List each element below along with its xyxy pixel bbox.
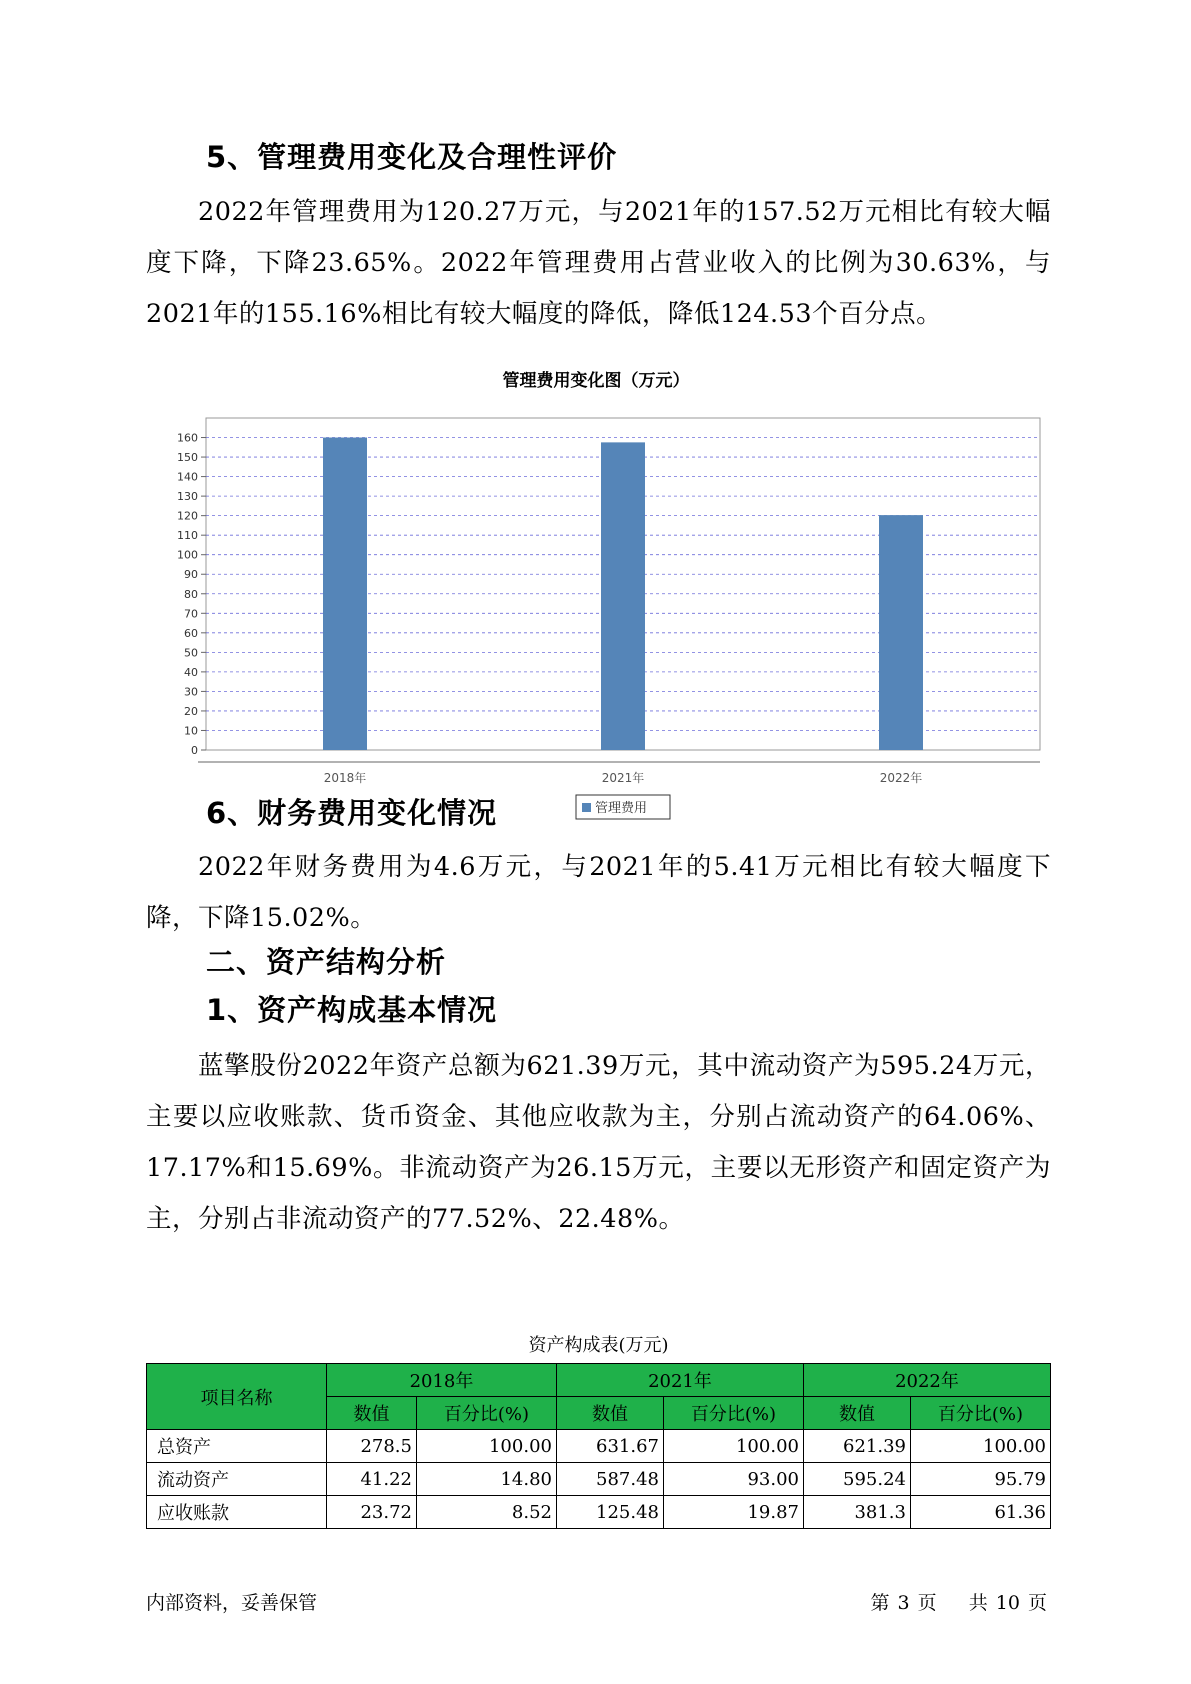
table-cell: 587.48 bbox=[556, 1463, 663, 1496]
header-year: 2018年 bbox=[327, 1364, 557, 1397]
x-tick-label: 2018年 bbox=[323, 771, 367, 785]
table-cell: 125.48 bbox=[556, 1496, 663, 1529]
table-cell: 23.72 bbox=[327, 1496, 417, 1529]
y-tick-label: 50 bbox=[184, 646, 198, 660]
footer-total-num: 10 bbox=[995, 1592, 1020, 1614]
footer-page-number bbox=[866, 1588, 1051, 1615]
table-cell: 278.5 bbox=[327, 1430, 417, 1463]
y-tick-label: 120 bbox=[177, 509, 198, 523]
bar bbox=[879, 515, 923, 750]
bar bbox=[323, 438, 367, 750]
asset-structure-table bbox=[146, 1363, 1051, 1529]
y-tick-label: 110 bbox=[177, 529, 198, 543]
table-cell: 95.79 bbox=[910, 1463, 1050, 1496]
row-name: 总资产 bbox=[147, 1430, 327, 1463]
table-cell: 631.67 bbox=[556, 1430, 663, 1463]
table-cell: 621.39 bbox=[803, 1430, 910, 1463]
x-tick-label: 2022年 bbox=[879, 771, 923, 785]
legend-label: 管理费用 bbox=[595, 801, 648, 816]
header-value: 数值 bbox=[803, 1397, 910, 1430]
section-6-paragraph: 2022年财务费用为4.6万元，与2021年的5.41万元相比有较大幅度下降，下降15.02%。 bbox=[146, 852, 1051, 933]
section-6-heading: 6、财务费用变化情况 bbox=[206, 796, 498, 830]
header-value: 数值 bbox=[327, 1397, 417, 1430]
y-tick-label: 60 bbox=[184, 626, 198, 640]
y-tick-label: 90 bbox=[184, 568, 198, 582]
header-year: 2021年 bbox=[556, 1364, 803, 1397]
section-5-heading: 5、管理费用变化及合理性评价 bbox=[206, 140, 618, 174]
y-tick-label: 10 bbox=[184, 724, 198, 738]
y-tick-label: 30 bbox=[184, 685, 198, 699]
table-title: 资产构成表(万元) bbox=[528, 1335, 669, 1356]
row-name: 应收账款 bbox=[147, 1496, 327, 1529]
table-cell: 381.3 bbox=[803, 1496, 910, 1529]
row-name: 流动资产 bbox=[147, 1463, 327, 1496]
table-cell: 100.00 bbox=[416, 1430, 556, 1463]
footer-total-unit: 页 bbox=[1027, 1592, 1047, 1614]
table-header-row-years bbox=[147, 1364, 1051, 1397]
footer-page-unit: 页 bbox=[917, 1592, 937, 1614]
table-cell: 100.00 bbox=[910, 1430, 1050, 1463]
y-tick-label: 80 bbox=[184, 587, 198, 601]
y-tick-label: 40 bbox=[184, 665, 198, 679]
table-cell: 93.00 bbox=[663, 1463, 803, 1496]
header-item-name: 项目名称 bbox=[147, 1364, 327, 1430]
section-2-1-paragraph: 蓝擎股份2022年资产总额为621.39万元，其中流动资产为595.24万元，主要以应收账款、货币资金、其他应收款为主，分别占流动资产的64.06%、17.17%和15.69%。非流动资产为26.15万元，主要以无形资产和固定资产为主，分别占非流动资产的77.52%、22.48%。 bbox=[146, 1051, 1051, 1234]
y-tick-label: 0 bbox=[191, 744, 198, 757]
table-cell: 14.80 bbox=[416, 1463, 556, 1496]
y-tick-label: 70 bbox=[184, 607, 198, 621]
table-cell: 19.87 bbox=[663, 1496, 803, 1529]
y-tick-label: 20 bbox=[184, 704, 198, 718]
y-tick-label: 140 bbox=[177, 470, 198, 484]
header-year: 2022年 bbox=[803, 1364, 1050, 1397]
footer-confidential-note: 内部资料，妥善保管 bbox=[146, 1592, 318, 1614]
table-cell: 61.36 bbox=[910, 1496, 1050, 1529]
x-tick-label: 2021年 bbox=[601, 771, 645, 785]
section-2-heading: 二、资产结构分析 bbox=[206, 945, 447, 979]
footer-page-num: 3 bbox=[897, 1592, 910, 1614]
table-cell: 595.24 bbox=[803, 1463, 910, 1496]
section-5-paragraph: 2022年管理费用为120.27万元，与2021年的157.52万元相比有较大幅度下降，下降23.65%。2022年管理费用占营业收入的比例为30.63%，与2021年的155.16%相比有较大幅度的降低，降低124.53个百分点。 bbox=[146, 197, 1051, 329]
header-value: 数值 bbox=[556, 1397, 663, 1430]
footer-page-prefix: 第 bbox=[870, 1592, 890, 1614]
table-row bbox=[147, 1430, 1051, 1463]
table-row bbox=[147, 1496, 1051, 1529]
y-tick-label: 150 bbox=[177, 451, 198, 465]
header-percent: 百分比(%) bbox=[910, 1397, 1050, 1430]
table-cell: 100.00 bbox=[663, 1430, 803, 1463]
footer-total-prefix: 共 bbox=[968, 1592, 988, 1614]
header-percent: 百分比(%) bbox=[663, 1397, 803, 1430]
y-tick-label: 130 bbox=[177, 490, 198, 504]
chart-title: 管理费用变化图（万元） bbox=[502, 371, 690, 391]
y-tick-label: 160 bbox=[177, 431, 198, 445]
table-cell: 8.52 bbox=[416, 1496, 556, 1529]
table-cell: 41.22 bbox=[327, 1463, 417, 1496]
table-row bbox=[147, 1463, 1051, 1496]
header-percent: 百分比(%) bbox=[416, 1397, 556, 1430]
bar bbox=[601, 442, 645, 750]
management-expense-chart bbox=[146, 400, 1046, 820]
section-2-1-heading: 1、资产构成基本情况 bbox=[206, 993, 498, 1027]
legend-swatch bbox=[582, 803, 591, 812]
y-tick-label: 100 bbox=[177, 548, 198, 562]
